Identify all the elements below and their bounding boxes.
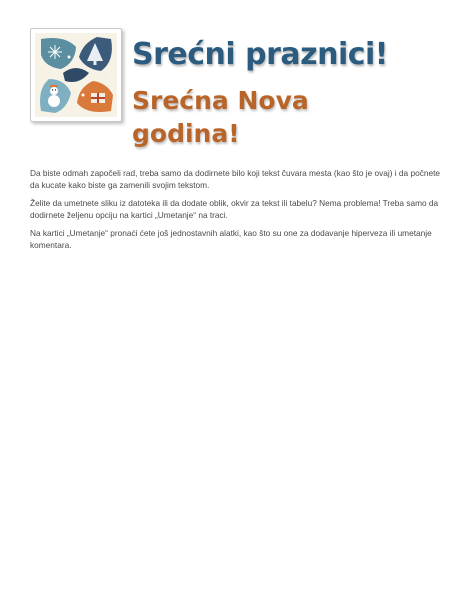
greeting-title[interactable]: Srećni praznici!	[132, 37, 388, 72]
body-paragraph-1[interactable]: Da biste odmah započeli rad, treba samo da dodirnete bilo koji tekst čuvara mesta (kao što je ovaj) i da počnete da kucate kako biste ga zamenili svojim tekstom.	[30, 168, 440, 190]
greeting-subtitle[interactable]: Srećna Nova godina!	[132, 86, 309, 148]
holiday-art-frame[interactable]	[30, 28, 122, 122]
winter-holiday-collage-icon	[35, 33, 117, 117]
body-text	[30, 168, 440, 258]
body-paragraph-2[interactable]: Želite da umetnete sliku iz datoteka ili da dodate oblik, okvir za tekst ili tabelu? Nema problema! Treba samo da dodirnete željenu opciju na kartici „Umetanje“ na traci.	[30, 198, 439, 220]
body-paragraph-3[interactable]: Na kartici „Umetanje“ pronaći ćete još jednostavnih alatki, kao što su one za dodavanje hiperveza ili umetanje komentara.	[30, 228, 432, 250]
